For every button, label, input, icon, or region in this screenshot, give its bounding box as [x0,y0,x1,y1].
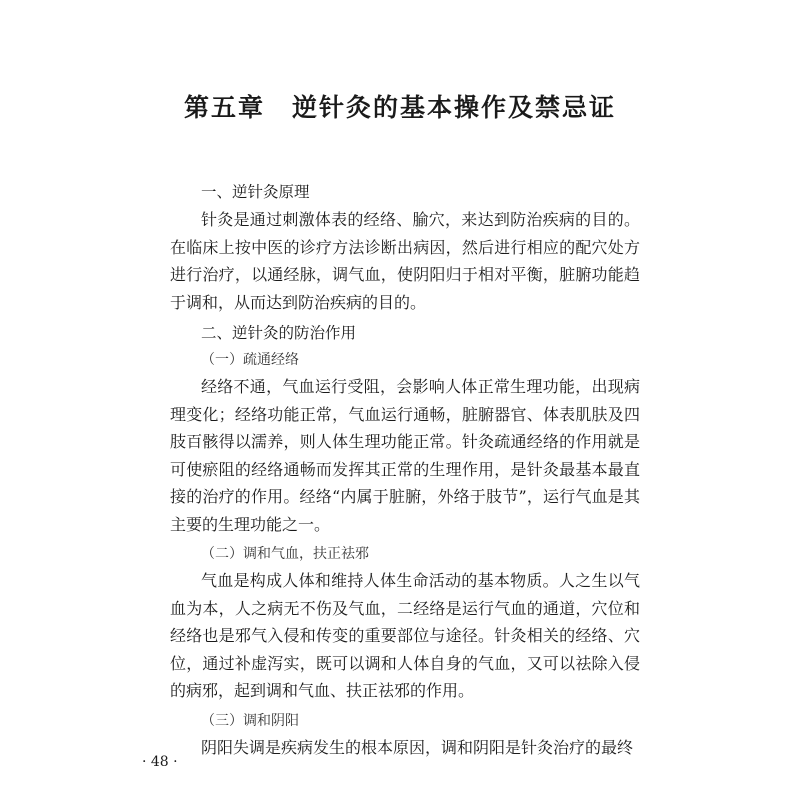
paragraph-qi-blood: 气血是构成人体和维持人体生命活动的基本物质。人之生以气血为本，人之病无不伤及气血，二经络是运行气血的通道，穴位和经络也是邪气入侵和传变的重要部位与途径。针灸相关的经络、穴位，通过补虚泻实，既可以调和人体自身的气血，又可以祛除入侵的病邪，起到调和气血、扶正祛邪的作用。 [170,571,640,700]
paragraph-yin-yang: 阴阳失调是疾病发生的根本原因，调和阴阳是针灸治疗的最终 [201,737,634,757]
page-number: · 48 · [142,754,178,770]
section-heading-principle: 一、逆针灸原理 [201,183,310,201]
subsection-heading-qi-blood: （二）调和气血，扶正祛邪 [201,546,369,562]
subsection-heading-yin-yang: （三）调和阴阳 [201,712,299,729]
subsection-heading-meridians: （一）疏通经络 [201,352,299,368]
paragraph-principle: 针灸是通过刺激体表的经络、腧穴，来达到防治疾病的目的。在临床上按中医的诊疗方法诊断出病因，然后进行相应的配穴处方进行治疗，以通经脉，调气血，使阴阳归于相对平衡，脏腑功能趋于调和，从而达到防治疾病的目的。 [170,210,640,312]
chapter-title: 第五章 逆针灸的基本操作及禁忌证 [183,93,616,122]
section-heading-functions: 二、逆针灸的防治作用 [201,324,357,342]
paragraph-meridians: 经络不通，气血运行受阻，会影响人体正常生理功能，出现病理变化；经络功能正常，气血运行通畅，脏腑器官、体表肌肤及四肢百骸得以濡养，则人体生理功能正常。针灸疏通经络的作用就是可使瘀阻的经络通畅而发挥其正常的生理作用，是针灸最基本最直接的治疗的作用。经络“内属于脏腑，外络于肢节”，运行气血是其主要的生理功能之一。 [170,377,640,534]
page-body [170,178,640,761]
